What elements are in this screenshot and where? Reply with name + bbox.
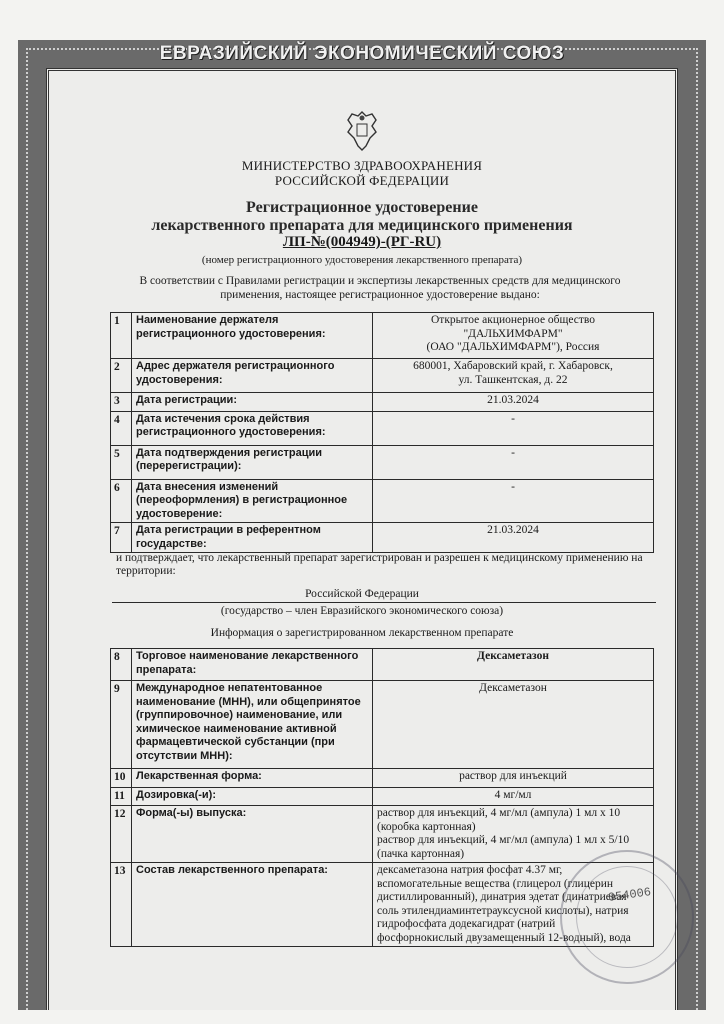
value-line: раствор для инъекций, 4 мг/мл (ампула) 1 мл х 5/10 — [377, 834, 630, 846]
value-line: (коробка картонная) — [377, 820, 476, 833]
registration-number: ЛП-№(004949)-(РГ-RU) — [282, 234, 442, 250]
holder-table-body — [111, 313, 654, 553]
table-row — [111, 445, 654, 479]
table-row — [111, 479, 654, 523]
value-line: - — [511, 480, 515, 493]
territory-caption: (государство – член Евразийского экономического союза) — [220, 605, 504, 617]
row-value — [373, 313, 654, 359]
holder-table — [110, 312, 654, 553]
table-row — [111, 313, 654, 359]
row-value — [373, 359, 654, 393]
table-row — [111, 806, 654, 863]
value-line: фосфорнокислый двузамещенный 12-водный), вода — [377, 931, 631, 944]
certificate-title-line-1: Регистрационное удостоверение — [246, 199, 478, 216]
value-line: раствор для инъекций — [459, 770, 567, 782]
table-row — [111, 681, 654, 769]
value-line: 21.03.2024 — [487, 394, 539, 406]
serial-number: 054006 — [607, 885, 652, 905]
value-line: - — [511, 412, 515, 425]
table-row — [111, 523, 654, 553]
row-label: Дата регистрации в референтном государстве: — [132, 523, 373, 553]
value-line: (пачка картонная) — [377, 847, 465, 860]
coat-of-arms-icon — [342, 108, 382, 152]
seal-stamp — [560, 850, 694, 984]
confirmation-text: и подтверждает, что лекарственный препарат зарегистрирован и разрешен к медицинскому применению на территории: — [116, 552, 643, 577]
row-label: Состав лекарственного препарата: — [132, 863, 373, 947]
value-line: дистиллированный), динатрия эдетат (динатриевая — [377, 891, 627, 903]
value-line: раствор для инъекций, 4 мг/мл (ампула) 1 мл х 10 — [377, 807, 621, 819]
value-line: (ОАО "ДАЛЬХИМФАРМ"), Россия — [426, 341, 600, 353]
value-line: "ДАЛЬХИМФАРМ" — [463, 327, 563, 340]
row-number: 5 — [111, 445, 132, 479]
table-row — [111, 769, 654, 788]
row-value — [373, 411, 654, 445]
registration-number-caption: (номер регистрационного удостоверения лекарственного препарата) — [201, 254, 523, 266]
row-number: 12 — [111, 806, 132, 863]
row-label: Дата регистрации: — [132, 393, 373, 412]
row-number: 7 — [111, 523, 132, 553]
row-number: 3 — [111, 393, 132, 412]
table-row — [111, 649, 654, 681]
row-number: 8 — [111, 649, 132, 681]
row-value — [373, 523, 654, 553]
ministry-name — [0, 158, 724, 188]
row-label: Торговое наименование лекарственного препарата: — [132, 649, 373, 681]
intro-text: В соответствии с Правилами регистрации и экспертизы лекарственных средств для медицинского применения, настоящее регистрационное удостоверение выдано: — [139, 275, 621, 301]
table-row — [111, 393, 654, 412]
row-value — [373, 393, 654, 412]
row-label: Дата внесения изменений (переоформления) в регистрационное удостоверение: — [132, 479, 373, 523]
value-line: соль этилендиаминтетрауксусной кислоты), натрия — [377, 904, 629, 917]
row-value — [373, 769, 654, 788]
certificate-title — [0, 199, 724, 235]
certificate-title-line-2: лекарственного препарата для медицинского применения — [151, 217, 573, 234]
row-number: 11 — [111, 787, 132, 806]
row-value — [373, 479, 654, 523]
row-label: Международное непатентованное наименование (МНН), или общепринятое (группировочное) наименование, или химическое наименование активной фармацевтической субстанции (при отсутствии МНН): — [132, 681, 373, 769]
row-number: 9 — [111, 681, 132, 769]
table-row — [111, 411, 654, 445]
value-line: вспомогательные вещества (глицерол (глицерин — [377, 877, 614, 890]
value-line: 21.03.2024 — [487, 524, 539, 536]
row-value — [373, 787, 654, 806]
table-row — [111, 359, 654, 393]
ministry-line-2: РОССИЙСКОЙ ФЕДЕРАЦИИ — [274, 173, 450, 188]
row-label: Лекарственная форма: — [132, 769, 373, 788]
value-line: Дексаметазон — [479, 682, 547, 694]
value-line: ул. Ташкентская, д. 22 — [458, 373, 568, 386]
value-line: гидрофосфата додекагидрат (натрий — [377, 918, 556, 930]
row-number: 1 — [111, 313, 132, 359]
ministry-line-1: МИНИСТЕРСТВО ЗДРАВООХРАНЕНИЯ — [241, 158, 483, 173]
header-band — [18, 40, 706, 68]
territory-underline — [112, 602, 656, 603]
value-line: 680001, Хабаровский край, г. Хабаровск, — [413, 360, 613, 372]
row-label: Адрес держателя регистрационного удостоверения: — [132, 359, 373, 393]
territory: Российской Федерации — [305, 588, 419, 600]
row-label: Дата истечения срока действия регистрационного удостоверения: — [132, 411, 373, 445]
row-label: Дата подтверждения регистрации (перерегистрации): — [132, 445, 373, 479]
row-value — [373, 445, 654, 479]
value-line: Открытое акционерное общество — [431, 314, 595, 326]
row-number: 2 — [111, 359, 132, 393]
row-label: Наименование держателя регистрационного удостоверения: — [132, 313, 373, 359]
row-label: Дозировка(-и): — [132, 787, 373, 806]
row-number: 13 — [111, 863, 132, 947]
value-line: Дексаметазон — [477, 650, 549, 662]
union-title: ЕВРАЗИЙСКИЙ ЭКОНОМИЧЕСКИЙ СОЮЗ — [159, 43, 565, 64]
row-value — [373, 681, 654, 769]
drug-info-title: Информация о зарегистрированном лекарственном препарате — [210, 627, 514, 639]
row-number: 4 — [111, 411, 132, 445]
table-row — [111, 787, 654, 806]
value-line: дексаметазона натрия фосфат 4.37 мг, — [377, 864, 563, 876]
row-label: Форма(-ы) выпуска: — [132, 806, 373, 863]
row-number: 10 — [111, 769, 132, 788]
row-number: 6 — [111, 479, 132, 523]
value-line: 4 мг/мл — [494, 788, 532, 801]
value-line: - — [511, 446, 515, 459]
row-value — [373, 649, 654, 681]
